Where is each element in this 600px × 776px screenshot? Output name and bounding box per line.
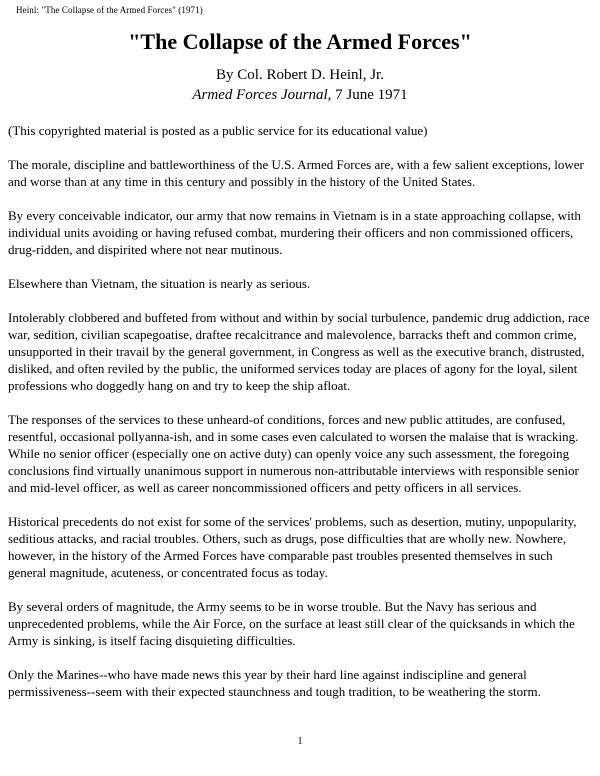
page-number: 1 xyxy=(297,736,303,747)
paragraph: The responses of the services to these unheard-of conditions, forces and new public attitudes, are confused, resentful, occasional pollyanna-ish, and in some cases even calculated to worsen the malaise that is wracking. While no senior officer (especially one on active duty) can openly voice any such assessment, the foregoing conclusions find virtually unanimous support in numerous non-attributable interviews with responsible senior and mid-level officer, as well as career noncommissioned officers and petty officers in all services. xyxy=(8,412,579,495)
paragraph: Historical precedents do not exist for some of the services' problems, such as desertion, mutiny, unpopularity, seditious attacks, and racial troubles. Others, such as drugs, pose difficulties that are wholly new. Nowhere, however, in the history of the Armed Forces have comparable past troubles presented themselves in such general magnitude, acuteness, or concentrated focus as today. xyxy=(8,514,577,580)
paragraph-copyright-note: (This copyrighted material is posted as a public service for its educational value) xyxy=(8,123,428,138)
paragraph: The morale, discipline and battleworthiness of the U.S. Armed Forces are, with a few salient exceptions, lower and worse than at any time in this century and possibly in the history of the United States. xyxy=(8,157,584,189)
document-title: "The Collapse of the Armed Forces" xyxy=(128,29,472,54)
paragraph: Only the Marines--who have made news this year by their hard line against indiscipline and general permissiveness--seem with their expected staunchness and tough tradition, to be weathering the storm. xyxy=(8,667,541,699)
running-header: Heinl: "The Collapse of the Armed Forces" (1971) xyxy=(16,5,203,15)
article-body xyxy=(8,122,592,700)
byline-author: By Col. Robert D. Heinl, Jr. xyxy=(216,67,384,83)
journal-name: Armed Forces Journal xyxy=(192,87,328,103)
paragraph: By several orders of magnitude, the Army seems to be in worse trouble. But the Navy has serious and unprecedented problems, while the Air Force, on the surface at least still clear of the quicksands in which the Army is sinking, is itself facing disquieting difficulties. xyxy=(8,599,575,648)
paragraph: By every conceivable indicator, our army that now remains in Vietnam is in a state approaching collapse, with individual units avoiding or having refused combat, murdering their officers and non commissioned officers, drug-ridden, and dispirited where not near mutinous. xyxy=(8,208,581,257)
byline-source xyxy=(8,85,592,105)
paragraph: Elsewhere than Vietnam, the situation is nearly as serious. xyxy=(8,276,311,291)
publication-date: , 7 June 1971 xyxy=(327,87,408,103)
byline xyxy=(8,65,592,105)
paragraph: Intolerably clobbered and buffeted from without and within by social turbulence, pandemic drug addiction, race war, sedition, civilian scapegoatise, draftee recalcitrance and malevolence, barracks theft and common crime, unsupported in their travail by the general government, in Congress as well as the executive branch, distrusted, disliked, and often reviled by the public, the uniformed services today are places of agony for the loyal, silent professions who doggedly hang on and try to keep the ship afloat. xyxy=(8,310,590,393)
